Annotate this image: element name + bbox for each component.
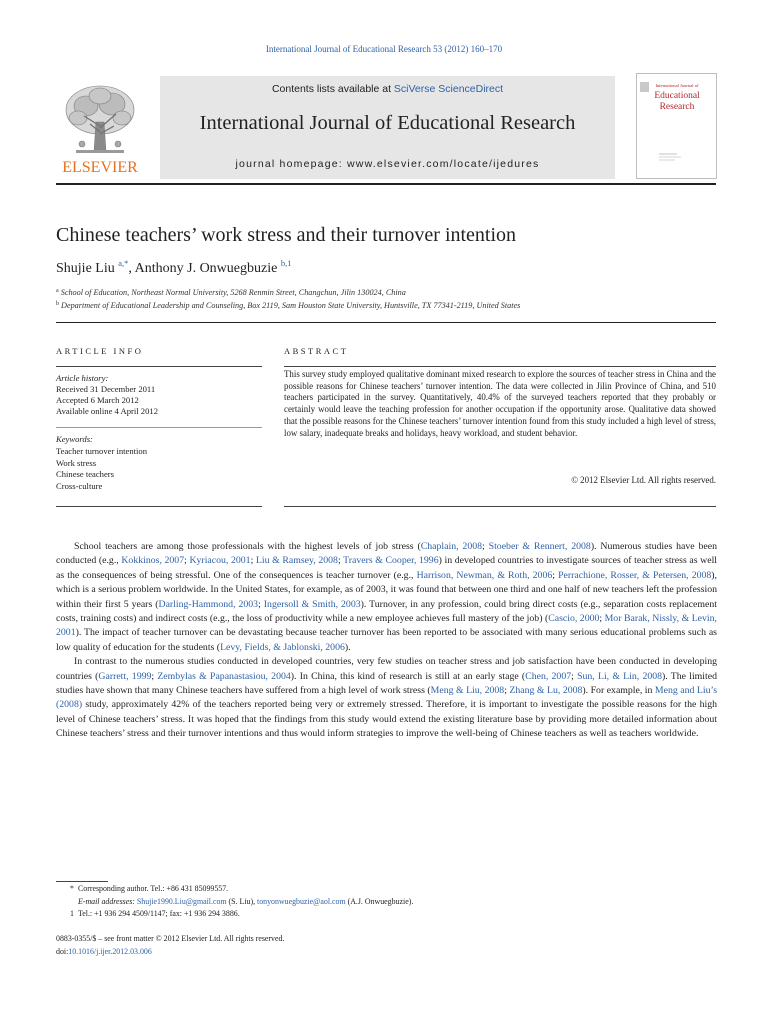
keyword: Work stress <box>56 457 97 468</box>
citation-link[interactable]: Zhang & Lu, 2008 <box>509 685 583 697</box>
section-divider <box>56 322 716 323</box>
citation-link[interactable]: Liu & Ramsey, 2008 <box>255 555 338 567</box>
author-affiliation-mark[interactable]: a,* <box>118 258 129 268</box>
journal-cover-thumbnail[interactable] <box>636 73 717 179</box>
article-history <box>56 373 262 417</box>
citation-link[interactable]: Garrett, 1999 <box>98 670 152 682</box>
body-text: ; <box>250 555 256 567</box>
body-text: ; <box>599 613 605 625</box>
keywords <box>56 434 262 493</box>
citation-link[interactable]: Stoeber & Rennert, 2008 <box>488 541 591 552</box>
abstract-heading: ABSTRACT <box>284 346 349 356</box>
email-link[interactable]: tonyonwuegbuzie@aol.com <box>257 896 346 906</box>
body-paragraph <box>56 540 717 655</box>
keyword: Teacher turnover intention <box>56 445 148 456</box>
divider <box>56 506 262 507</box>
doi-line <box>56 946 716 959</box>
sciencedirect-link[interactable]: SciVerse ScienceDirect <box>393 83 504 95</box>
body-text: In contrast to the numerous studies conducted in developed countries, very few studies on teacher stress and job satisfaction have been conducted in developing countries ( <box>56 656 717 682</box>
issn-block <box>56 933 716 958</box>
citation-link[interactable]: Chaplain, 2008 <box>420 541 483 552</box>
journal-header-band <box>160 76 615 179</box>
affiliation-text: Department of Educational Leadership and Counseling, Box 2119, Sam Houston State University, Huntsville, TX 77341-2119, United States <box>61 300 521 310</box>
body-text: ; <box>258 598 264 610</box>
citation-link[interactable]: Sun, Li, & Lin, 2008 <box>577 670 663 682</box>
citation-link[interactable]: Perrachione, Rosser, & Petersen, 2008 <box>558 569 712 581</box>
body-text: ; <box>552 569 559 581</box>
journal-citation[interactable]: International Journal of Educational Research 53 (2012) 160–170 <box>265 44 503 54</box>
footnote-text: Tel.: +1 936 294 4509/1147; fax: +1 936 294 3886. <box>78 909 240 918</box>
contents-prefix: Contents lists available at <box>271 83 394 95</box>
footnote-mark: * <box>70 884 74 893</box>
journal-homepage[interactable]: journal homepage: www.elsevier.com/locate/ijedures <box>235 158 540 170</box>
cover-line-1: International Journal of <box>655 83 699 88</box>
body-text: study, approximately 42% of the teachers reported being very or extremely stressed. Therefore, it is important to investigate the possible reasons for the high level of Chinese teachers’ stress. It was hoped that the findings from this study would extend the existing literature base by providing more detailed information about Chinese teachers’ stress and their turnover intentions and thus would inform strategies to improve the well-being of Chinese teachers as well as teachers worldwide. <box>56 699 717 740</box>
body-text: ). Numerous studies have been conducted (e.g., <box>56 541 717 567</box>
affiliations <box>56 286 736 311</box>
affiliation-a <box>56 286 736 299</box>
article-title: Chinese teachers’ work stress and their turnover intention <box>56 224 517 246</box>
abstract-copyright: © 2012 Elsevier Ltd. All rights reserved. <box>571 475 716 485</box>
contents-line <box>160 83 615 95</box>
abstract-text: This survey study employed qualitative dominant mixed research to explore the sources of teacher stress in China and the possible reasons for Chinese teachers’ turnover intention. The data were collected in Jilin Province of China, and 510 teachers participated in the survey. Quantitatively, 40.4% of the surveyed teachers reported that they probably or certainly would leave the teaching profession for another occupation if the opportunity arose. Qualitative data showed that the possible reasons for the Chinese teachers’ turnover intention found from this study included a high level of stress, low salary, inadequate breaks and holidays, heavy workload, and student behavior. <box>284 369 716 438</box>
footnote-text: Corresponding author. Tel.: +86 431 85099557. <box>78 884 229 893</box>
body-text: ; <box>571 670 578 682</box>
elsevier-tree-logo <box>56 80 144 176</box>
citation-link[interactable]: Chen, 2007 <box>525 670 572 682</box>
footnote-rule <box>56 881 108 882</box>
email-label: E-mail addresses: <box>78 896 135 906</box>
citation-link[interactable]: Cascio, 2000 <box>548 613 600 625</box>
footnote-corresponding <box>56 883 716 896</box>
history-label: Article history: <box>56 373 109 383</box>
body-text: ). For example, in <box>582 685 655 697</box>
body-text: ; <box>504 685 510 697</box>
divider <box>284 506 716 507</box>
author-list: Shujie Liu $^{a,*}$, Anthony J. Onwuegbuzie $^{b,1}$ <box>56 258 292 276</box>
footnote-emails <box>56 896 716 909</box>
affiliation-mark: a <box>56 288 59 294</box>
author-name: Anthony J. Onwuegbuzie <box>134 261 278 276</box>
email-link[interactable]: Shujie1990.Liu@gmail.com <box>136 896 227 906</box>
article-info-heading: ARTICLE INFO <box>56 346 144 356</box>
accepted-date: Accepted 6 March 2012 <box>56 395 139 405</box>
received-date: Received 31 December 2011 <box>56 384 156 394</box>
body-text: ; <box>337 555 344 567</box>
citation-link[interactable]: Meng & Liu, 2008 <box>430 685 505 697</box>
citation-link[interactable]: Zembylas & Papanastasiou, 2004 <box>157 670 291 682</box>
body-text: ; <box>482 541 489 552</box>
article-body <box>56 540 717 742</box>
body-text: ). In China, this kind of research is still at an early stage ( <box>290 670 526 682</box>
footnote-mark: 1 <box>70 909 74 918</box>
citation-link[interactable]: Levy, Fields, & Jablonski, 2006 <box>220 641 345 653</box>
citation-link[interactable]: Travers & Cooper, 1996 <box>343 555 439 567</box>
keywords-label: Keywords: <box>56 434 93 444</box>
footnote-1 <box>56 908 716 921</box>
citation-link[interactable]: Meng and Liu’s (2008) <box>56 685 718 711</box>
citation-link[interactable]: Ingersoll & Smith, 2003 <box>263 598 361 610</box>
body-text: ) in developed countries to investigate sources of teacher stress as well as the consequences of being stressful. One of the consequences is teacher turnover (e.g., <box>56 555 718 581</box>
citation-link[interactable]: Kyriacou, 2001 <box>189 555 251 567</box>
cover-line-2: Educational <box>654 91 700 101</box>
body-text: ). The impact of teacher turnover can be devastating because teacher turnover has been reported to be associated with many serious educational problems such as low quality of education for the students ( <box>56 627 717 653</box>
author-name: Shujie Liu <box>56 261 115 276</box>
issn-line: 0883-0355/$ – see front matter © 2012 Elsevier Ltd. All rights reserved. <box>56 934 285 943</box>
body-text: ; <box>151 670 158 682</box>
cover-line-3: Research <box>659 102 695 112</box>
citation-link[interactable]: Mor Barak, Nissly, & Levin, 2001 <box>56 613 717 639</box>
author-affiliation-mark[interactable]: b,1 <box>280 258 292 268</box>
header-rule <box>56 183 716 185</box>
keyword: Cross-culture <box>56 481 103 492</box>
body-text: School teachers are among those professionals with the highest levels of job stress ( <box>74 541 421 552</box>
footnote-text: (S. Liu), <box>226 896 258 906</box>
citation-link[interactable]: Kokkinos, 2007 <box>121 555 185 567</box>
body-text: ). Turnover, in any profession, could bring direct costs (e.g., separation costs replacement costs, training costs) and indirect costs (e.g., the loss of productivity while a new employee achieves full mastery of the job) ( <box>56 598 717 625</box>
citation-link[interactable]: Harrison, Newman, & Roth, 2006 <box>416 569 553 581</box>
doi-link[interactable]: 10.1016/j.ijer.2012.03.006 <box>68 946 152 956</box>
affiliation-text: School of Education, Northeast Normal University, 5268 Renmin Street, Changchun, Jilin 130024, China <box>60 288 406 297</box>
body-text: ; <box>184 555 190 567</box>
footnote-text: (A.J. Onwuegbuzie). <box>345 896 414 906</box>
body-paragraph <box>56 655 717 741</box>
available-date: Available online 4 April 2012 <box>56 406 158 416</box>
divider <box>56 366 262 367</box>
body-text: ). The limited studies have shown that many Chinese teachers have suffered from a high level of work stress ( <box>56 670 717 697</box>
body-text: ), which is a serious problem worldwide. In the United States, for example, as of 2003, it was found that between one third and one half of new teachers left the profession within their first 5 years ( <box>56 569 718 610</box>
footnotes <box>56 883 716 921</box>
affiliation-b <box>56 299 736 312</box>
elsevier-wordmark: ELSEVIER <box>62 159 138 176</box>
doi-prefix: doi: <box>56 946 69 956</box>
keyword: Chinese teachers <box>56 469 114 480</box>
body-text: ). <box>344 641 351 653</box>
affiliation-mark: b <box>56 300 59 307</box>
journal-title: International Journal of Educational Research <box>199 112 576 134</box>
divider <box>284 366 716 367</box>
citation-link[interactable]: Darling-Hammond, 2003 <box>158 598 259 610</box>
divider <box>56 427 262 428</box>
